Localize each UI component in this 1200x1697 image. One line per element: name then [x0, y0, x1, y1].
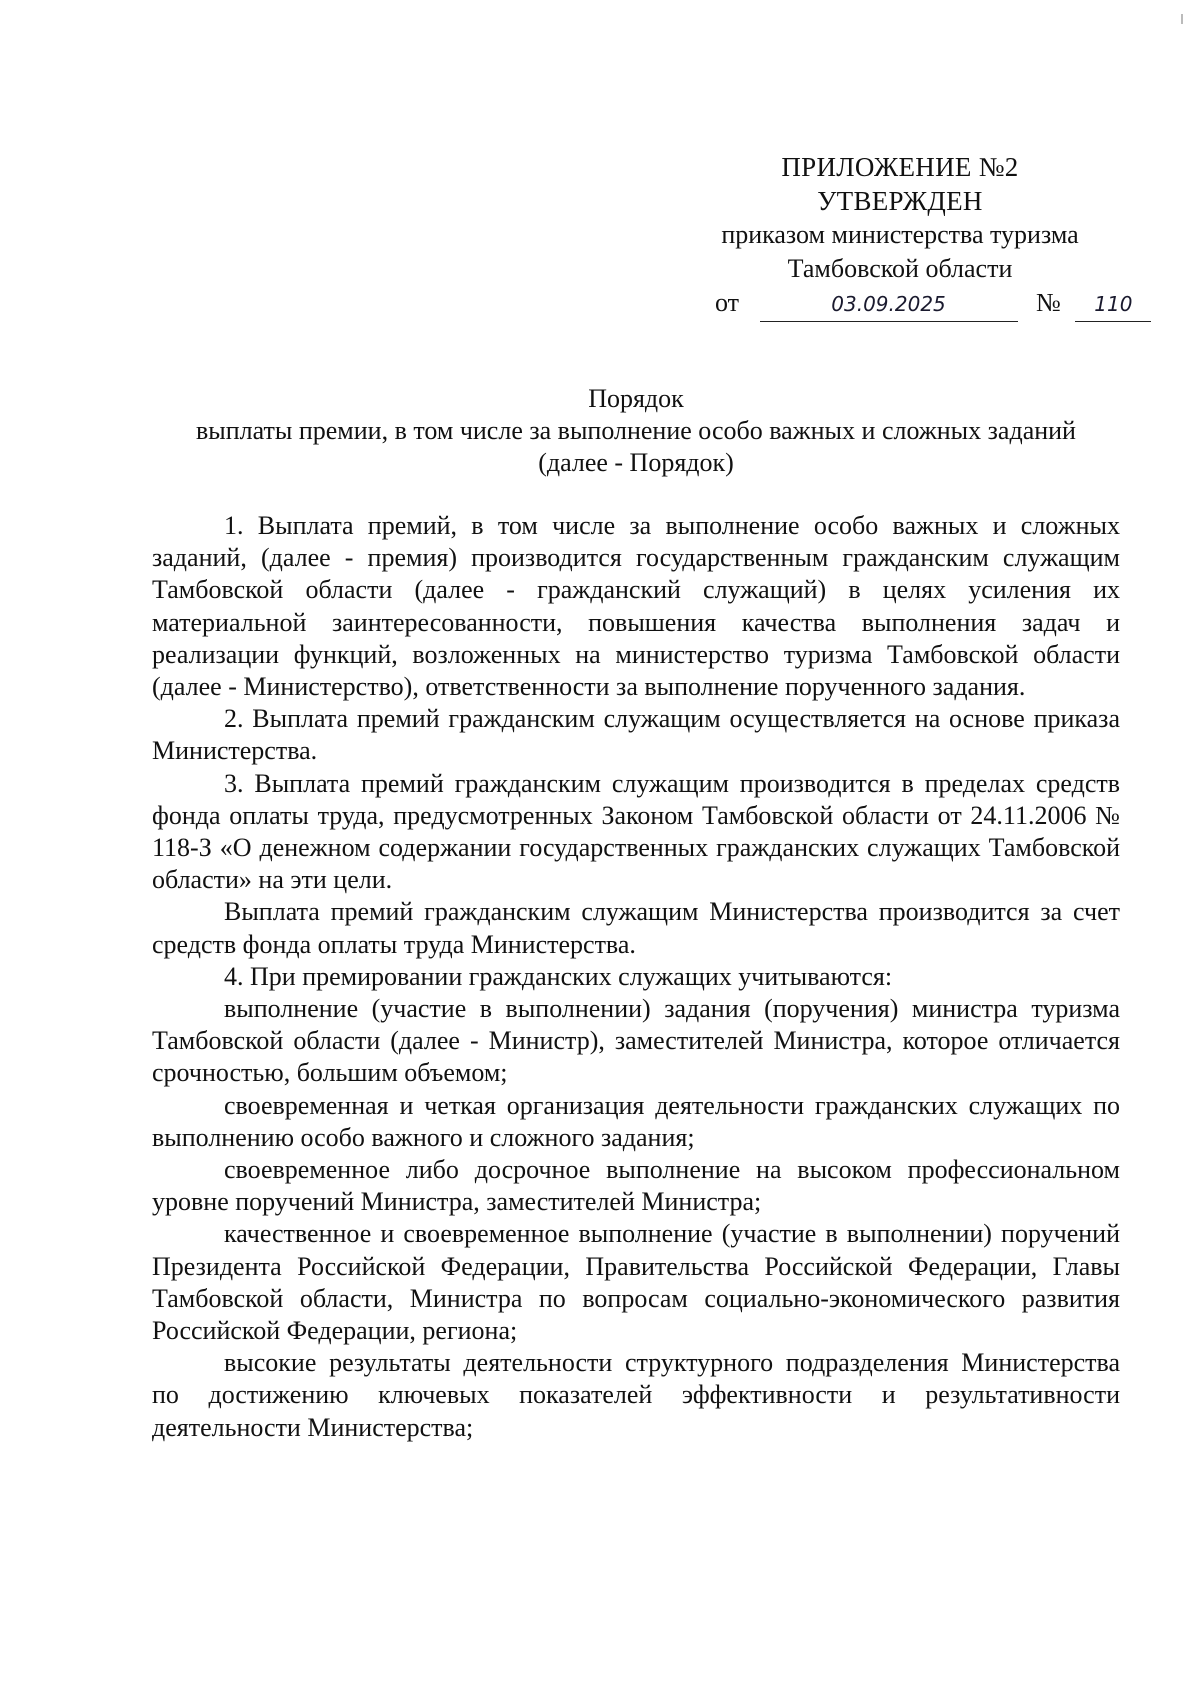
- criterion-item: качественное и своевременное выполнение (участие в выполнении) поручений Президента Российской Федерации, Правительства Российской Федерации, Главы Тамбовской области, Министра по вопросам социально-экономического развития Российской Федерации, региона;: [152, 1219, 1120, 1346]
- criterion-item: выполнение (участие в выполнении) задания (поручения) министра туризма Тамбовской области (далее - Министр), заместителей Министра, которое отличается срочностью, большим объемом;: [152, 994, 1120, 1088]
- order-date-number-line: [715, 288, 1151, 322]
- approval-block: [680, 150, 1120, 286]
- title-line-3: (далее - Порядок): [538, 448, 734, 477]
- criterion-item: высокие результаты деятельности структурного подразделения Министерства по достижению ключевых показателей эффективности и результативности деятельности Министерства;: [152, 1348, 1120, 1442]
- paragraph-3-continued: Выплата премий гражданским служащим Министерства производится за счет средств фонда оплаты труда Министерства.: [152, 897, 1120, 959]
- paragraph-1: 1. Выплата премий, в том числе за выполнение особо важных и сложных заданий, (далее - премия) производится государственным гражданским служащим Тамбовской области (далее - гражданский служащий) в целях усиления их материальной заинтересованности, повышения качества выполнения задач и реализации функций, возложенных на министерство туризма Тамбовской области (далее - Министерство), ответственности за выполнение порученного задания.: [152, 511, 1120, 702]
- criterion-item: своевременная и четкая организация деятельности гражданских служащих по выполнению особо важного и сложного задания;: [152, 1090, 1120, 1152]
- approved-region: Тамбовской области: [787, 254, 1013, 283]
- title-line-2: выплаты премии, в том числе за выполнение особо важных и сложных заданий: [196, 416, 1076, 445]
- appendix-heading: ПРИЛОЖЕНИЕ №2: [781, 152, 1019, 182]
- paragraph-3: 3. Выплата премий гражданским служащим производится в пределах средств фонда оплаты труда, предусмотренных Законом Тамбовской области от 24.11.2006 № 118-З «О денежном содержании государственных гражданских служащих Тамбовской области» на эти цели.: [152, 768, 1120, 895]
- approved-heading: УТВЕРЖДЕН: [817, 186, 983, 216]
- scan-edge-mark: [1181, 14, 1183, 24]
- order-number-handwritten: 110: [1075, 289, 1151, 322]
- document-title: [150, 383, 1122, 479]
- from-label: от: [715, 288, 740, 317]
- order-date-handwritten: 03.09.2025: [760, 289, 1018, 322]
- number-label: №: [1036, 288, 1061, 317]
- document-body: [152, 510, 1120, 1444]
- approved-by-order: приказом министерства туризма: [721, 220, 1079, 249]
- paragraph-4: 4. При премировании гражданских служащих учитываются:: [224, 961, 893, 991]
- paragraph-2: 2. Выплата премий гражданским служащим осуществляется на основе приказа Министерства.: [152, 704, 1120, 766]
- title-line-1: Порядок: [588, 384, 684, 413]
- criterion-item: своевременное либо досрочное выполнение на высоком профессиональном уровне поручений Министра, заместителей Министра;: [152, 1155, 1120, 1217]
